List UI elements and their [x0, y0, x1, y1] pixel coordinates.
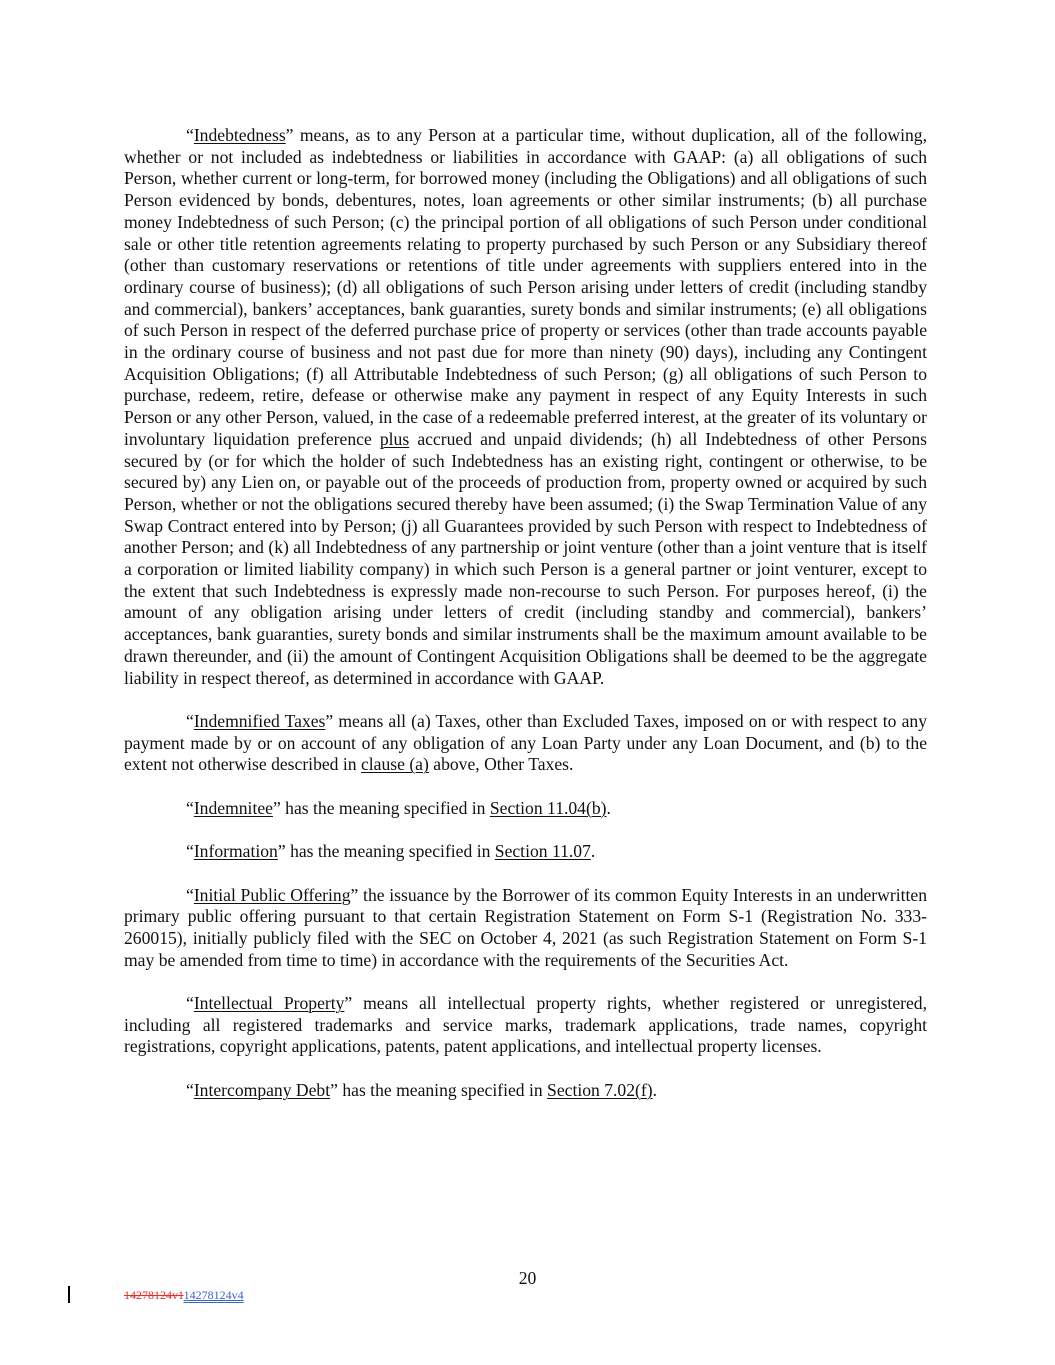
document-id-deleted: 14278124v1: [124, 1288, 184, 1302]
definition-paragraph: [124, 125, 927, 689]
page-number: 20: [518, 1268, 537, 1288]
cross-reference: Section 7.02(f): [547, 1079, 653, 1100]
definition-paragraph: [124, 711, 927, 776]
open-quote: “: [186, 841, 194, 862]
defined-term: Intellectual Property: [193, 993, 345, 1014]
cross-reference: clause (a): [360, 754, 429, 775]
definition-text: ” has the meaning specified in: [330, 1079, 548, 1100]
definition-text: ” has the meaning specified in: [277, 841, 495, 862]
defined-term: Initial Public Offering: [193, 884, 351, 905]
definition-text: above, Other Taxes.: [428, 754, 574, 775]
definition-text: .: [590, 841, 596, 862]
defined-term: Intercompany Debt: [193, 1079, 331, 1100]
document-id: [124, 1288, 244, 1302]
open-quote: “: [186, 797, 194, 818]
revision-change-bar: [68, 1286, 70, 1303]
open-quote: “: [186, 710, 194, 731]
definition-paragraph: [124, 885, 927, 972]
defined-term: Indemnitee: [193, 797, 273, 818]
definition-text: ” has the meaning specified in: [272, 797, 490, 818]
definition-text: ” means all (a) Taxes, other than Excluded Taxes, imposed on or with respect to any payment made by or on account of any obligation of any Loan Party under any Loan Document, and (b) to the extent not otherwise described in: [124, 710, 927, 775]
cross-reference: Section 11.07: [494, 841, 591, 862]
open-quote: “: [186, 125, 194, 145]
definition-text: ” the issuance by the Borrower of its common Equity Interests in an underwritten primary public offering pursuant to that certain Registration Statement on Form S-1 (Registration No. 333-260015), initially publicly filed with the SEC on October 4, 2021 (as such Registration Statement on Form S-1 may be amended from time to time) in accordance with the requirements of the Securities Act.: [124, 884, 927, 970]
open-quote: “: [186, 993, 194, 1014]
definitions-list: [124, 125, 927, 1123]
definition-paragraph: [124, 993, 927, 1058]
definition-paragraph: [124, 798, 927, 820]
definition-text: .: [652, 1079, 657, 1100]
cross-reference: plus: [379, 428, 410, 449]
document-id-inserted: 14278124v4: [183, 1288, 244, 1302]
definition-paragraph: [124, 1080, 927, 1102]
defined-term: Information: [193, 841, 278, 862]
defined-term: Indemnified Taxes: [193, 710, 326, 731]
definition-text: ” means all intellectual property rights, whether registered or unregistered, including all registered trademarks and service marks, trademark applications, trade names, copyright registrations, copyright applications, patents, patent applications, and intellectual property licenses.: [124, 993, 927, 1057]
open-quote: “: [186, 884, 194, 905]
definition-paragraph: [124, 841, 927, 863]
definition-text: ” means, as to any Person at a particular time, without duplication, all of the following, whether or not included as indebtedness or liabilities in accordance with GAAP: (a) all obligations of such Person, whether current or long-term, for borrowed money (including the Obligations) and all obligations of such Person evidenced by bonds, debentures, notes, loan agreements or other similar instruments; (b) all purchase money Indebtedness of such Person; (c) the principal portion of all obligations of such Person under conditional sale or other title retention agreements relating to property purchased by such Person or any Subsidiary thereof (other than customary reservations or retentions of title under agreements with suppliers entered into in the ordinary course of business); (d) all obligations of such Person arising under letters of credit (including standby and commercial), bankers’ acceptances, bank guaranties, surety bonds and similar instruments; (e) all obligations of such Person in respect of the deferred purchase price of property or services (other than trade accounts payable in the ordinary course of business and not past due for more than ninety (90) days), including any Contingent Acquisition Obligations; (f) all Attributable Indebtedness of such Person; (g) all obligations of such Person to purchase, redeem, retire, defease or otherwise make any payment in respect of any Equity Interests in such Person or any other Person, valued, in the case of a redeemable preferred interest, at the greater of its voluntary or involuntary liquidation preference: [124, 125, 927, 449]
definition-text: accrued and unpaid dividends; (h) all Indebtedness of other Persons secured by (or for which the holder of such Indebtedness has an existing right, contingent or otherwise, to be secured by) any Lien on, or payable out of the proceeds of production from, property owned or acquired by such Person, whether or not the obligations secured thereby have been assumed; (i) the Swap Termination Value of any Swap Contract entered into by Person; (j) all Guarantees provided by such Person with respect to Indebtedness of another Person; and (k) all Indebtedness of any partnership or joint venture (other than a joint venture that is itself a corporation or limited liability company) in which such Person is a general partner or joint venturer, except to the extent that such Indebtedness is expressly made non-recourse to such Person. For purposes hereof, (i) the amount of any obligation arising under letters of credit (including standby and commercial), bankers’ acceptances, bank guaranties, surety bonds and similar instruments shall be the maximum amount available to be drawn thereunder, and (ii) the amount of Contingent Acquisition Obligations shall be deemed to be the aggregate liability in respect thereof, as determined in accordance with GAAP.: [124, 428, 927, 688]
defined-term: Indebtedness: [193, 125, 286, 145]
definition-text: .: [606, 797, 611, 818]
open-quote: “: [186, 1079, 194, 1100]
cross-reference: Section 11.04(b): [489, 797, 607, 818]
